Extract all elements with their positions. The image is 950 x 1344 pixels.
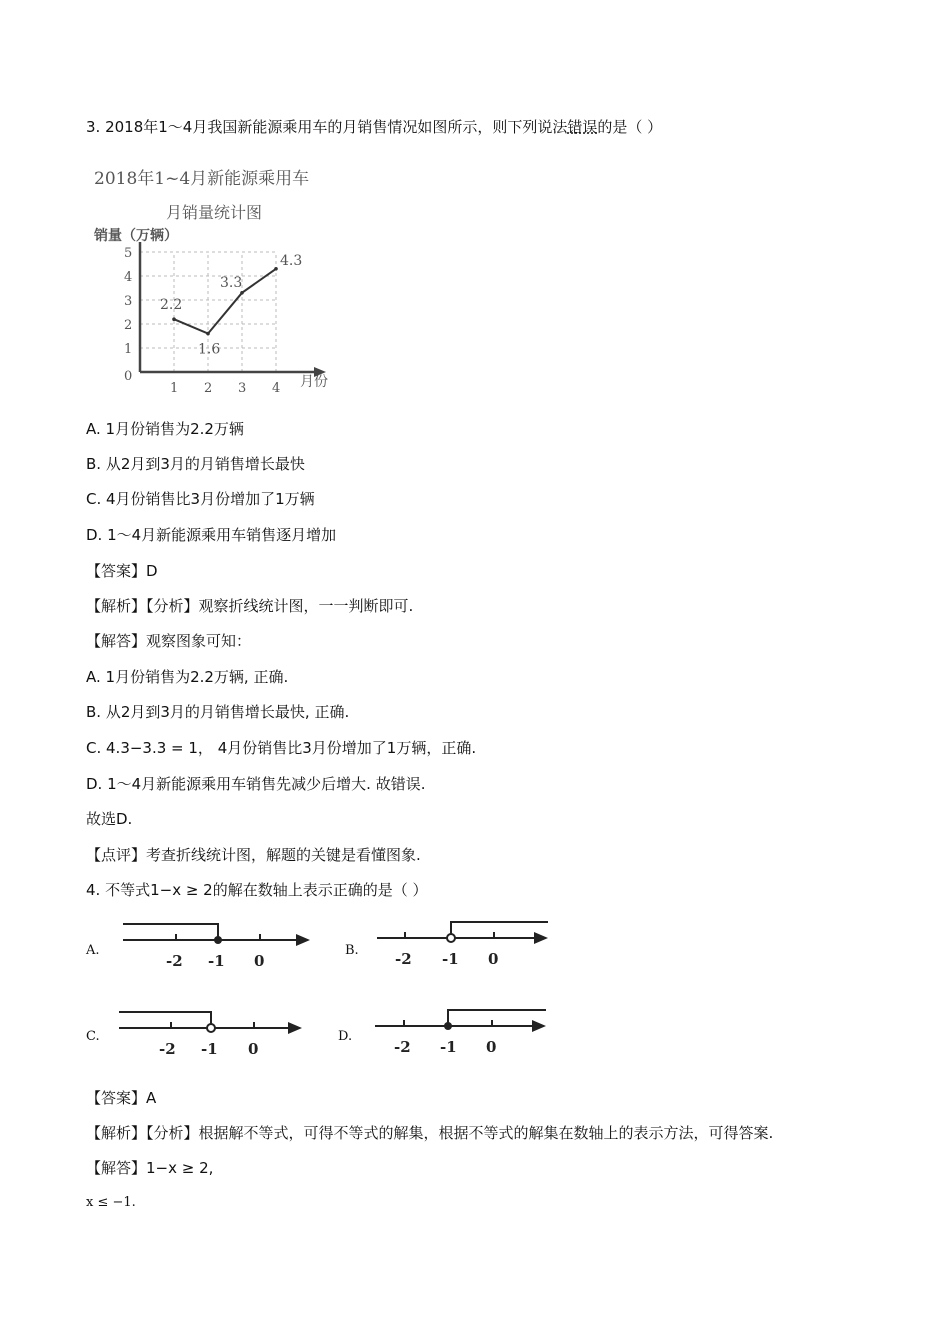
data-label-3: 3.3 [220,274,243,291]
q3-stem-suffix: 的是（ ） [597,118,663,136]
q4-option-b-label: B. [345,943,359,958]
x-tick-label-1: 1 [170,381,179,396]
q4-number-line-d [370,1000,560,1064]
q3-solution-b: B. 从2月到3月的月销售增长最快, 正确. [86,703,350,721]
q3-option-b: B. 从2月到3月的月销售增长最快 [86,455,305,473]
y-tick-label-5: 5 [124,246,133,261]
q3-option-c: C. 4月份销售比3月份增加了1万辆 [86,490,315,508]
tick-b-neg1: -1 [442,950,459,968]
q4-solution-2: x ≤ −1. [86,1195,136,1210]
q4-solution-1: 【解答】1−x ≥ 2, [86,1159,214,1177]
tick-c-neg2: -2 [159,1040,176,1058]
sales-line-chart [88,162,358,402]
q3-solution-c: C. 4.3−3.3 = 1， 4月份销售比3月份增加了1万辆，正确. [86,739,477,757]
y-tick-label-3: 3 [124,294,133,309]
tick-c-0: 0 [248,1040,259,1058]
data-point-4 [274,267,278,271]
tick-a-neg1: -1 [208,952,225,970]
q4-analysis: 【解析】【分析】根据解不等式，可得不等式的解集，根据不等式的解集在数轴上的表示方法，可得答案. [86,1124,774,1142]
q4-option-a-label: A. [86,943,100,958]
y-tick-label-4: 4 [124,270,133,285]
q3-solution-d: D. 1～4月新能源乘用车销售先减少后增大. 故错误. [86,775,426,793]
tick-a-neg2: -2 [166,952,183,970]
chart-ylabel: 销量（万辆） [94,228,178,244]
q4-number-line-c [114,1002,314,1066]
data-point-2 [206,332,210,336]
chart-svg [88,162,358,402]
data-label-2: 1.6 [198,341,221,358]
q3-option-d: D. 1～4月新能源乘用车销售逐月增加 [86,526,337,544]
tick-a-0: 0 [254,952,265,970]
q4-stem: 4. 不等式1−x ≥ 2的解在数轴上表示正确的是（ ） [86,881,428,899]
q4-number-line-b [372,912,562,976]
q4-answer: 【答案】A [86,1089,157,1107]
q3-solution-intro: 【解答】观察图象可知： [86,632,252,650]
q3-analysis: 【解析】【分析】观察折线统计图，一一判断即可. [86,597,414,615]
tick-c-neg1: -1 [201,1040,218,1058]
x-tick-label-2: 2 [204,381,213,396]
q3-answer: 【答案】D [86,562,158,580]
q3-option-a: A. 1月份销售为2.2万辆 [86,420,244,438]
q3-stem [86,117,662,137]
tick-d-0: 0 [486,1038,497,1056]
data-label-1: 2.2 [160,297,183,314]
tick-b-neg2: -2 [395,950,412,968]
y-tick-label-1: 1 [124,342,133,357]
q3-comment: 【点评】考查折线统计图，解题的关键是看懂图象. [86,846,421,864]
q4-option-c-label: C. [86,1029,100,1044]
data-point-3 [240,291,244,295]
x-tick-label-3: 3 [238,381,247,396]
chart-title: 2018年1~4月新能源乘用车 [94,169,310,189]
q4-option-d-label: D. [338,1029,353,1044]
q3-choose: 故选D. [86,810,133,828]
q3-solution-a: A. 1月份销售为2.2万辆, 正确. [86,668,289,686]
chart-xlabel: 月份 [300,374,328,390]
q3-stem-emphasis: 错误 [567,118,598,136]
y-tick-label-0: 0 [124,369,133,384]
data-point-1 [172,317,176,321]
tick-b-0: 0 [488,950,499,968]
tick-d-neg1: -1 [440,1038,457,1056]
y-tick-label-2: 2 [124,318,133,333]
x-tick-label-4: 4 [272,381,281,396]
chart-subtitle: 月销量统计图 [166,203,263,222]
q4-number-line-a [118,914,318,978]
q3-stem-prefix: 3. 2018年1～4月我国新能源乘用车的月销售情况如图所示，则下列说法 [86,118,568,136]
data-label-4: 4.3 [280,252,303,269]
tick-d-neg2: -2 [394,1038,411,1056]
